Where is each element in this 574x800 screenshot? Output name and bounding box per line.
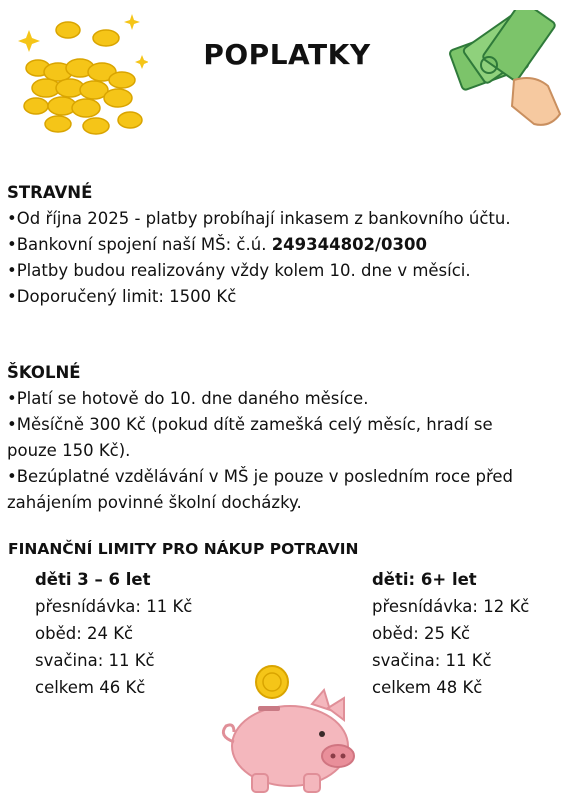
group-young-item: svačina: 11 Kč xyxy=(35,651,155,670)
skolne-line-3a: •Bezúplatné vzdělávání v MŠ je pouze v posledním roce před xyxy=(7,467,513,486)
skolne-line-2b: pouze 150 Kč). xyxy=(7,441,131,460)
stravne-line-4: •Doporučený limit: 1500 Kč xyxy=(7,287,237,306)
limits-group-young xyxy=(35,566,192,701)
page-title: POPLATKY xyxy=(203,38,371,71)
skolne-line-3b: zahájením povinné školní docházky. xyxy=(7,493,302,512)
group-young-item: přesnídávka: 11 Kč xyxy=(35,597,193,616)
gold-coins-icon xyxy=(18,10,148,135)
group-young-item: celkem 46 Kč xyxy=(35,678,146,697)
limits-heading: FINANČNÍ LIMITY PRO NÁKUP POTRAVIN xyxy=(8,540,359,558)
skolne-section xyxy=(7,360,567,516)
group-young-item: oběd: 24 Kč xyxy=(35,624,134,643)
stravne-section xyxy=(7,180,567,310)
skolne-line-1: •Platí se hotově do 10. dne daného měsíce. xyxy=(7,389,369,408)
limits-group-older xyxy=(372,566,529,701)
group-older-item: celkem 48 Kč xyxy=(372,678,483,697)
group-older-item: přesnídávka: 12 Kč xyxy=(372,597,530,616)
stravne-line-1: •Od října 2025 - platby probíhají inkasem z bankovního účtu. xyxy=(7,209,511,228)
group-older-title: děti: 6+ let xyxy=(372,570,477,589)
stravne-heading: STRAVNÉ xyxy=(7,183,93,202)
stravne-line-2 xyxy=(7,232,567,258)
skolne-heading: ŠKOLNÉ xyxy=(7,363,81,382)
group-older-item: svačina: 11 Kč xyxy=(372,651,492,670)
stravne-line-3: •Platby budou realizovány vždy kolem 10. dne v měsíci. xyxy=(7,261,471,280)
bank-label: •Bankovní spojení naší MŠ: č.ú. xyxy=(7,235,272,254)
piggy-bank-icon xyxy=(212,660,362,795)
skolne-line-2a: •Měsíčně 300 Kč (pokud dítě zamešká celý měsíc, hradí se xyxy=(7,415,493,434)
bank-account-number: 249344802/0300 xyxy=(271,235,427,254)
group-young-title: děti 3 – 6 let xyxy=(35,570,151,589)
group-older-item: oběd: 25 Kč xyxy=(372,624,471,643)
money-hand-icon xyxy=(444,10,564,135)
